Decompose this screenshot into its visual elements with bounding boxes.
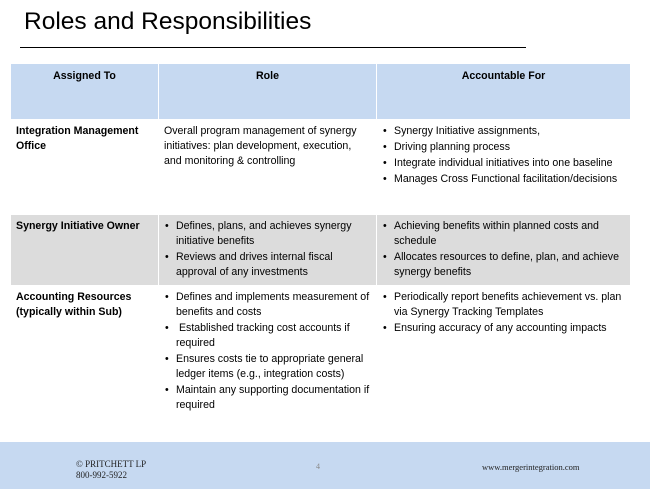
role-cell: Overall program management of synergy initiatives: plan development, execution, and monitoring & controlling — [159, 120, 377, 215]
role-list — [164, 290, 371, 413]
website-url: www.mergerintegration.com — [482, 462, 580, 472]
copyright-text: © PRITCHETT LP — [76, 459, 147, 469]
list-item: • Ensures costs tie to appropriate general ledger items (e.g., integration costs) — [164, 352, 371, 382]
table-header-row — [11, 64, 631, 120]
header-accountable-for: Accountable For — [377, 64, 631, 120]
list-item: • Maintain any supporting documentation if required — [164, 383, 371, 413]
accountable-cell — [377, 120, 631, 215]
slide-footer — [0, 442, 650, 489]
role-cell — [159, 215, 377, 286]
roles-table — [10, 63, 631, 439]
footer-contact — [76, 459, 146, 481]
header-assigned-to: Assigned To — [11, 64, 159, 120]
role-cell — [159, 286, 377, 439]
table-row — [11, 120, 631, 215]
list-item: • Synergy Initiative assignments, — [382, 124, 625, 139]
header-role: Role — [159, 64, 377, 120]
list-item: • Allocates resources to define, plan, and achieve synergy benefits — [382, 250, 625, 280]
list-item: • Established tracking cost accounts if required — [164, 321, 371, 351]
list-item: • Defines, plans, and achieves synergy initiative benefits — [164, 219, 371, 249]
table-row — [11, 286, 631, 439]
list-item: • Integrate individual initiatives into one baseline — [382, 156, 625, 171]
role-list — [164, 219, 371, 280]
accountable-cell — [377, 286, 631, 439]
list-item: • Periodically report benefits achievement vs. plan via Synergy Tracking Templates — [382, 290, 625, 320]
list-item: • Manages Cross Functional facilitation/decisions — [382, 172, 625, 187]
list-item: • Driving planning process — [382, 140, 625, 155]
page-title: Roles and Responsibilities — [24, 8, 312, 35]
phone-number: 800-992-5922 — [76, 470, 127, 480]
table-row — [11, 215, 631, 286]
assigned-cell: Integration Management Office — [11, 120, 159, 215]
accountable-list — [382, 290, 625, 336]
list-item: • Ensuring accuracy of any accounting impacts — [382, 321, 625, 336]
page-number: 4 — [316, 462, 320, 471]
title-underline — [20, 47, 526, 48]
accountable-list — [382, 219, 625, 280]
list-item: • Achieving benefits within planned costs and schedule — [382, 219, 625, 249]
accountable-list — [382, 124, 625, 187]
assigned-cell: Accounting Resources (typically within Sub) — [11, 286, 159, 439]
list-item: • Reviews and drives internal fiscal approval of any investments — [164, 250, 371, 280]
list-item: • Defines and implements measurement of benefits and costs — [164, 290, 371, 320]
accountable-cell — [377, 215, 631, 286]
assigned-cell: Synergy Initiative Owner — [11, 215, 159, 286]
